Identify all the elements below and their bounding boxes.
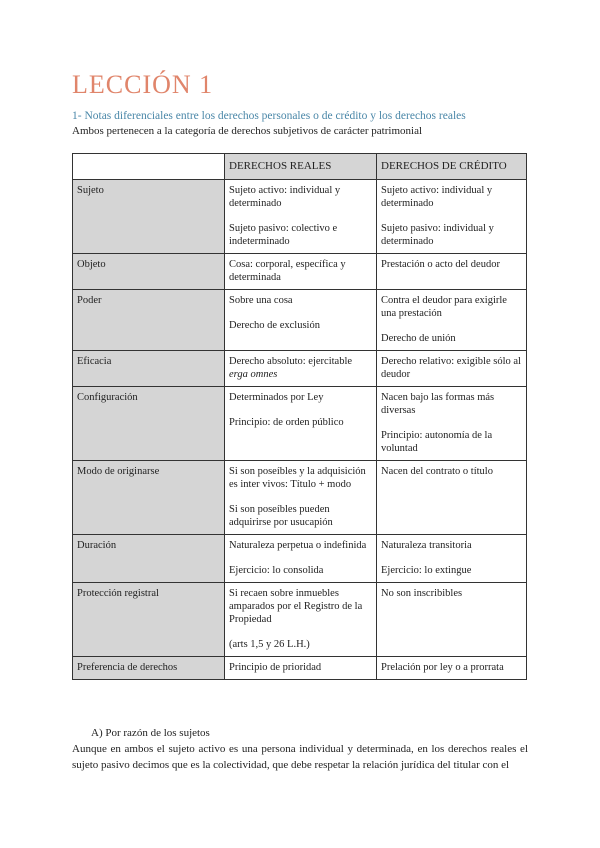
table-row xyxy=(73,583,527,657)
cell-text: Naturaleza perpetua o indefinida xyxy=(229,540,367,551)
credito-cell xyxy=(377,535,527,583)
credito-cell xyxy=(377,461,527,535)
table-row xyxy=(73,351,527,387)
cell-text: (arts 1,5 y 26 L.H.) xyxy=(229,639,310,650)
cell-text: Ejercicio: lo extingue xyxy=(381,565,472,576)
table-row xyxy=(73,461,527,535)
cell-text: Sujeto activo: individual y determinado xyxy=(229,185,341,209)
row-label: Eficacia xyxy=(73,351,225,387)
row-label: Modo de originarse xyxy=(73,461,225,535)
table-row xyxy=(73,535,527,583)
row-label: Protección registral xyxy=(73,583,225,657)
cell-text: Prestación o acto del deudor xyxy=(381,259,500,270)
cell-text: Sujeto activo: individual y determinado xyxy=(381,185,493,209)
table-row xyxy=(73,657,527,680)
cell-text: Sobre una cosa xyxy=(229,295,293,306)
credito-cell xyxy=(377,657,527,680)
table-row xyxy=(73,290,527,351)
cell-text: Derecho de exclusión xyxy=(229,320,320,331)
cell-text: Cosa: corporal, específica y determinada xyxy=(229,259,346,283)
cell-text: Principio: autonomía de la voluntad xyxy=(381,430,493,454)
cell-text-wrap xyxy=(229,355,372,381)
reales-cell xyxy=(225,254,377,290)
cell-text: Principio: de orden público xyxy=(229,417,344,428)
section-heading: 1- Notas diferenciales entre los derechos personales o de crédito y los derechos reales xyxy=(72,110,466,122)
cell-text: Si recaen sobre inmuebles amparados por el Registro de la Propiedad xyxy=(229,588,363,625)
cell-text: Derecho de unión xyxy=(381,333,456,344)
row-label: Configuración xyxy=(73,387,225,461)
table-row xyxy=(73,254,527,290)
reales-cell xyxy=(225,583,377,657)
cell-text: Sujeto pasivo: colectivo e indeterminado xyxy=(229,223,338,247)
table-header-row xyxy=(73,154,527,180)
table-row xyxy=(73,180,527,254)
cell-text: Contra el deudor para exigirle una prestación xyxy=(381,295,507,319)
cell-text: Principio de prioridad xyxy=(229,662,322,673)
cell-text: Nacen del contrato o título xyxy=(381,466,493,477)
reales-cell xyxy=(225,351,377,387)
header-derechos-reales: DERECHOS REALES xyxy=(225,154,377,180)
cell-text-italic: erga omnes xyxy=(229,369,278,380)
credito-cell xyxy=(377,290,527,351)
row-label: Duración xyxy=(73,535,225,583)
page-title: LECCIÓN 1 xyxy=(72,70,214,99)
cell-text: Si son poseíbles pueden adquirirse por usucapión xyxy=(229,504,333,528)
intro-text: Ambos pertenecen a la categoría de derechos subjetivos de carácter patrimonial xyxy=(72,125,423,137)
reales-cell xyxy=(225,461,377,535)
credito-cell xyxy=(377,351,527,387)
cell-text: Prelación por ley o a prorrata xyxy=(381,662,504,673)
cell-text: Naturaleza transitoria xyxy=(381,540,472,551)
table-row xyxy=(73,387,527,461)
cell-text: Ejercicio: lo consolida xyxy=(229,565,324,576)
credito-cell xyxy=(377,180,527,254)
cell-text: Derecho absoluto: ejercitable xyxy=(229,356,353,367)
cell-text: Derecho relativo: exigible sólo al deudor xyxy=(381,356,521,380)
credito-cell xyxy=(377,387,527,461)
reales-cell xyxy=(225,535,377,583)
credito-cell xyxy=(377,583,527,657)
cell-text: Si son poseíbles y la adquisición es inter vivos: Título + modo xyxy=(229,466,366,490)
cell-text: Determinados por Ley xyxy=(229,392,324,403)
row-label: Objeto xyxy=(73,254,225,290)
header-derechos-credito: DERECHOS DE CRÉDITO xyxy=(377,154,527,180)
cell-text: Sujeto pasivo: individual y determinado xyxy=(381,223,494,247)
reales-cell xyxy=(225,657,377,680)
reales-cell xyxy=(225,387,377,461)
cell-text: No son inscribibles xyxy=(381,588,463,599)
reales-cell xyxy=(225,180,377,254)
comparison-table xyxy=(72,153,527,680)
reales-cell xyxy=(225,290,377,351)
credito-cell xyxy=(377,254,527,290)
body-paragraph: Aunque en ambos el sujeto activo es una persona individual y determinada, en los derechos reales el sujeto pasivo decimos que es la colectividad, que debe respetar la relación jurídica del titular con el xyxy=(72,743,528,771)
header-empty xyxy=(73,154,225,180)
row-label: Preferencia de derechos xyxy=(73,657,225,680)
cell-text: Nacen bajo las formas más diversas xyxy=(381,392,495,416)
subsection-heading: A) Por razón de los sujetos xyxy=(91,727,210,739)
row-label: Sujeto xyxy=(73,180,225,254)
row-label: Poder xyxy=(73,290,225,351)
